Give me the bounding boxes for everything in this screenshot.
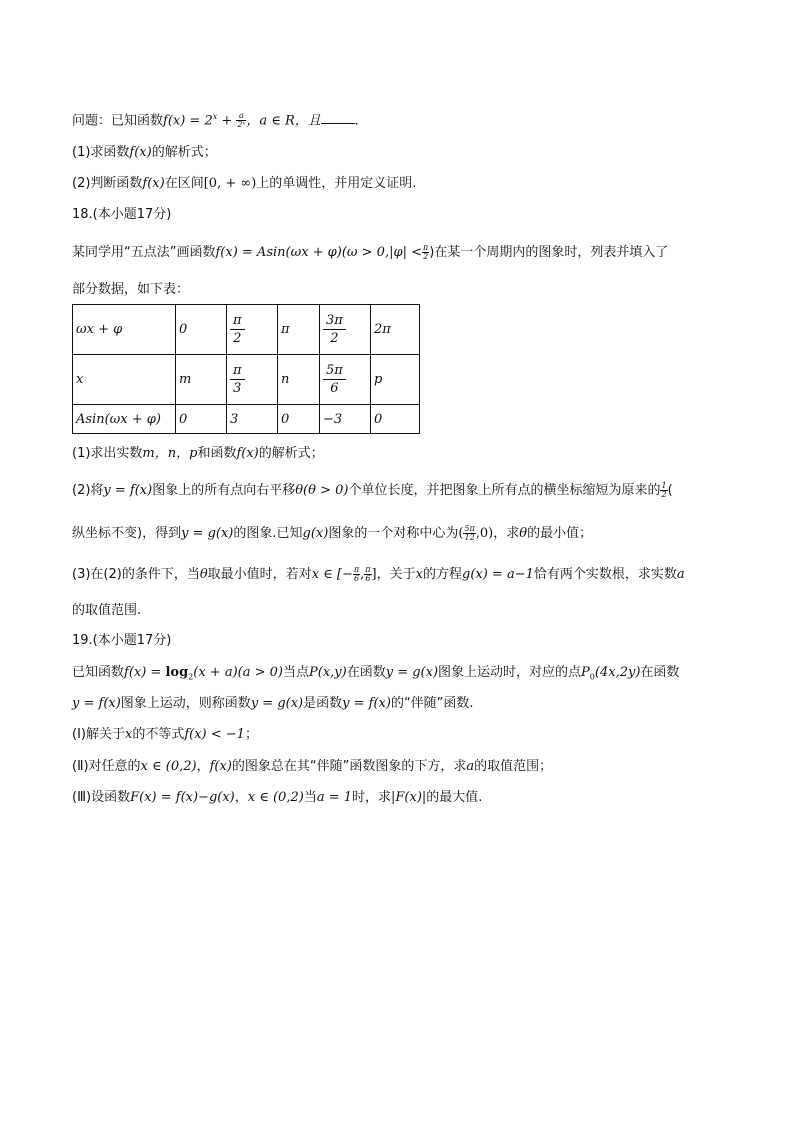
table-cell: p [371, 355, 420, 405]
question-header: 19.(本小题17分) [72, 633, 172, 648]
text: (1)求函数 [72, 145, 130, 160]
exponent: x [212, 112, 218, 121]
table-cell: 0 [278, 405, 320, 434]
text: 的不等式 [132, 727, 185, 742]
formula: f(x) = [124, 665, 166, 680]
formula: y = f(x) [342, 696, 391, 711]
text: 当 [303, 790, 317, 805]
numerator: π [353, 565, 360, 574]
q18-part1 [72, 445, 324, 463]
denominator: 3 [230, 379, 245, 397]
log-base: 2 [188, 672, 194, 682]
text: ，a ∈ R，且 [246, 113, 321, 129]
text: ； [244, 727, 258, 742]
q18-part2 [72, 482, 673, 500]
formula: f(x) [129, 145, 152, 160]
table-cell: 0 [371, 405, 420, 434]
text: 上的单调性，并用定义证明. [256, 176, 417, 191]
text: 的图象总在其“伴随”函数图象的下方，求 [231, 759, 467, 774]
numerator: π [365, 565, 371, 574]
text: (Ⅰ)解关于 [72, 727, 125, 742]
formula: f(x) = Asin(ωx + φ)(ω > 0,|φ| < [215, 245, 422, 260]
text: 已知函数 [72, 665, 125, 680]
interval: [0, + ∞) [203, 176, 257, 191]
text: ， [196, 759, 210, 774]
q17-part1 [72, 144, 217, 162]
q19-line1 [72, 664, 679, 687]
fraction-a-over-2x [236, 112, 246, 129]
text: 纵坐标不变)，得到 [72, 526, 182, 541]
text: . [354, 113, 359, 129]
text: 时，求 [352, 790, 392, 805]
numerator: π [422, 243, 429, 252]
denominator: 6 [365, 574, 371, 583]
formula: θ [519, 526, 528, 541]
numerator: 1 [661, 481, 667, 490]
text: 当点 [282, 665, 309, 680]
numerator: π [233, 313, 242, 328]
q19-header [72, 632, 171, 650]
text: ， [234, 790, 248, 805]
text: (Ⅱ)对任意的 [72, 759, 141, 774]
formula: x ∈ [− [311, 567, 353, 582]
subscript: 0 [589, 672, 595, 682]
formula: P(x,y) [309, 665, 347, 680]
fraction [323, 312, 346, 347]
plus: + [217, 113, 237, 129]
formula: f(x) < −1 [184, 727, 245, 742]
q19-part-ii [72, 758, 552, 776]
q18-part3-line2 [72, 602, 141, 620]
five-point-table [72, 304, 420, 434]
text: (3)在(2)的条件下，当 [72, 567, 200, 582]
formula: F(x) = f(x)−g(x) [130, 790, 235, 805]
table-cell [320, 355, 371, 405]
table-cell: m [176, 355, 227, 405]
denominator: 2 [423, 252, 429, 261]
table-cell: ωx + φ [73, 305, 176, 355]
text: 图象上的所有点向右平移 [152, 483, 296, 498]
formula: P [581, 665, 590, 680]
fraction-one-half [660, 482, 667, 499]
formula: y = f(x) [103, 483, 153, 498]
text: (1)求出实数 [72, 446, 143, 461]
q19-part-iii [72, 789, 482, 807]
formula: y = g(x) [250, 696, 304, 711]
formula: x [124, 727, 133, 742]
table-cell [227, 355, 278, 405]
q17-problem-line [72, 108, 359, 130]
q19-line2 [72, 695, 474, 713]
fraction [230, 362, 245, 397]
table-cell: n [278, 355, 320, 405]
text: (2)将 [72, 483, 104, 498]
text: 图象上运动时，对应的点 [438, 665, 582, 680]
text: 是函数 [303, 696, 343, 711]
formula: y = f(x) [72, 696, 121, 711]
table-cell: 2π [371, 305, 420, 355]
paren: ,0) [475, 526, 494, 541]
table-row [73, 305, 420, 355]
denominator: 2 [661, 490, 667, 499]
denominator: 2 [323, 329, 346, 347]
text: ( [667, 483, 673, 498]
numerator: a [239, 111, 244, 121]
question-header: 18.(本小题17分) [72, 207, 172, 222]
table-cell: 0 [176, 305, 227, 355]
denominator: 6 [353, 574, 360, 583]
text: 图象上运动，则称函数 [120, 696, 251, 711]
text: 的图象.已知 [233, 526, 303, 541]
table-cell: Asin(ωx + φ) [73, 405, 176, 434]
text: 的解析式； [151, 145, 217, 160]
numerator: 3π [326, 313, 343, 328]
fraction [323, 362, 346, 397]
numerator: π [233, 363, 242, 378]
table-row [73, 405, 420, 434]
formula: θ(θ > 0) [295, 483, 349, 498]
text: 的“伴随”函数. [390, 696, 474, 711]
table-cell [320, 305, 371, 355]
text: (Ⅲ)设函数 [72, 790, 131, 805]
text: 的最大值. [426, 790, 483, 805]
table-cell: x [73, 355, 176, 405]
formula: x ∈ (0,2) [247, 790, 304, 805]
formula: f(x) = 2 [163, 113, 213, 129]
log: log [165, 665, 189, 680]
text: 某同学用“五点法”画函数 [72, 245, 216, 260]
text: 和函数 [197, 446, 237, 461]
q18-intro-line2 [72, 281, 189, 299]
formula: f(x) [236, 446, 259, 461]
text: 部分数据，如下表： [72, 282, 190, 297]
formula: (x + a)(a > 0) [193, 665, 283, 680]
formula: θ [199, 567, 208, 582]
text: ，求 [493, 526, 520, 541]
table-cell: 0 [176, 405, 227, 434]
text: 恰有两个实数根，求实数 [533, 567, 677, 582]
comma: , [360, 567, 365, 582]
text: ，关于 [376, 567, 416, 582]
answer-blank [321, 111, 355, 124]
paren: ( [458, 526, 464, 541]
denominator: 2 [230, 329, 245, 347]
fraction-pi-over-6 [364, 566, 371, 583]
numerator: 5π [464, 524, 475, 533]
formula: x [415, 567, 423, 582]
text: 在区间 [164, 176, 204, 191]
formula: y = g(x) [385, 665, 439, 680]
text: 在函数 [640, 665, 680, 680]
q18-part3 [72, 566, 685, 584]
formula: g(x) [302, 526, 329, 541]
denominator: 2ˣ [237, 120, 246, 130]
table-cell: −3 [320, 405, 371, 434]
denominator: 6 [323, 379, 346, 397]
text: 的取值范围. [72, 603, 142, 618]
text: 在函数 [346, 665, 386, 680]
q19-part-i [72, 726, 258, 744]
formula: y = g(x) [181, 526, 234, 541]
text: )在某一个周期内的图象时，列表并填入了 [429, 245, 669, 260]
table-cell [227, 305, 278, 355]
text: 问题：已知函数 [72, 113, 164, 129]
text: 的取值范围； [474, 759, 553, 774]
fraction [230, 312, 245, 347]
formula: a [676, 567, 685, 582]
fraction-5pi-over-12 [463, 525, 475, 542]
text: 取最小值时，若对 [207, 567, 312, 582]
q18-header [72, 206, 171, 224]
numerator: 5π [326, 363, 343, 378]
q17-part2 [72, 175, 416, 193]
table-cell: π [278, 305, 320, 355]
denominator: 12 [464, 533, 475, 542]
formula: |F(x)| [391, 790, 427, 805]
text: 图象的一个对称中心为 [328, 526, 459, 541]
formula: f(x) [142, 176, 165, 191]
formula: g(x) = a−1 [462, 567, 534, 582]
table-cell: 3 [227, 405, 278, 434]
formula: x ∈ (0,2) [140, 759, 197, 774]
text: 的最小值； [527, 526, 593, 541]
q18-part2-line2 [72, 525, 592, 543]
formula: a [466, 759, 475, 774]
text: 的方程 [422, 567, 462, 582]
table-row [73, 355, 420, 405]
text: (2)判断函数 [72, 176, 143, 191]
formula: m，n，p [142, 446, 198, 461]
text: 的解析式； [258, 446, 324, 461]
formula: (4x,2y) [594, 665, 641, 680]
text: 个单位长度，并把图象上所有点的横坐标缩短为原来的 [348, 483, 661, 498]
q18-intro [72, 244, 668, 262]
bracket: ] [371, 567, 377, 582]
formula: f(x) [209, 759, 232, 774]
formula: a = 1 [316, 790, 353, 805]
